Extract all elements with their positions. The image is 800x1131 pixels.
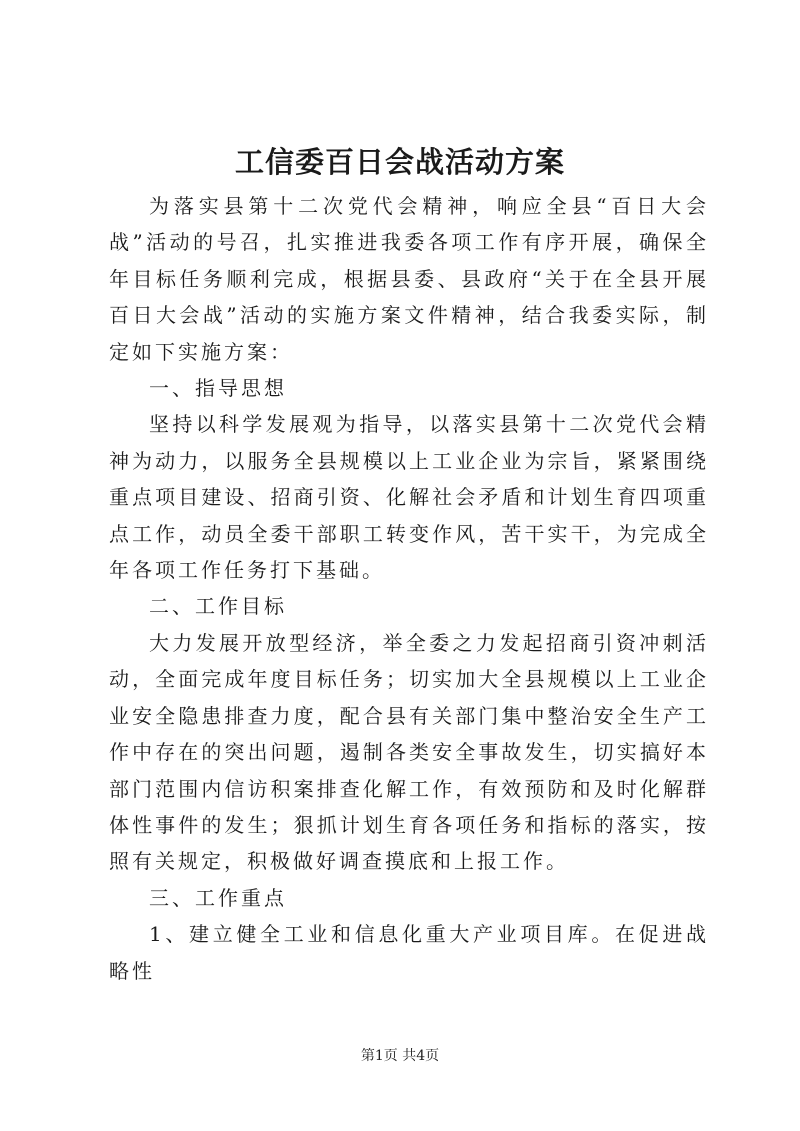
document-body <box>109 188 709 989</box>
page-footer: 第1页 共4页 <box>360 1048 440 1064</box>
section-heading-work-focus: 三、工作重点 <box>149 885 287 910</box>
document-title: 工信委百日会战活动方案 <box>234 145 565 179</box>
section-heading-work-goals: 二、工作目标 <box>149 594 287 619</box>
work-goals-paragraph: 大力发展开放型经济，举全委之力发起招商引资冲刺活动，全面完成年度目标任务；切实加大全县规模以上工业企业安全隐患排查力度，配合县有关部门集中整治安全生产工作中存在的突出问题，遏制各类安全事故发生，切实搞好本部门范围内信访积案排查化解工作，有效预防和及时化解群体性事件的发生；狠抓计划生育各项任务和指标的落实，按照有关规定，积极做好调查摸底和上报工作。 <box>109 630 709 874</box>
intro-paragraph: 为落实县第十二次党代会精神，响应全县“百日大会战”活动的号召，扎实推进我委各项工作有序开展，确保全年目标任务顺利完成，根据县委、县政府“关于在全县开展百日大会战”活动的实施方案文件精神，结合我委实际，制定如下实施方案： <box>109 194 709 364</box>
guiding-ideology-paragraph: 坚持以科学发展观为指导，以落实县第十二次党代会精神为动力，以服务全县规模以上工业企业为宗旨，紧紧围绕重点项目建设、招商引资、化解社会矛盾和计划生育四项重点工作，动员全委干部职工转变作风，苦干实干，为完成全年各项工作任务打下基础。 <box>109 412 709 583</box>
work-focus-item-1: 1、建立健全工业和信息化重大产业项目库。在促进战略性 <box>109 922 709 983</box>
section-heading-guiding-ideology: 一、指导思想 <box>149 376 287 401</box>
